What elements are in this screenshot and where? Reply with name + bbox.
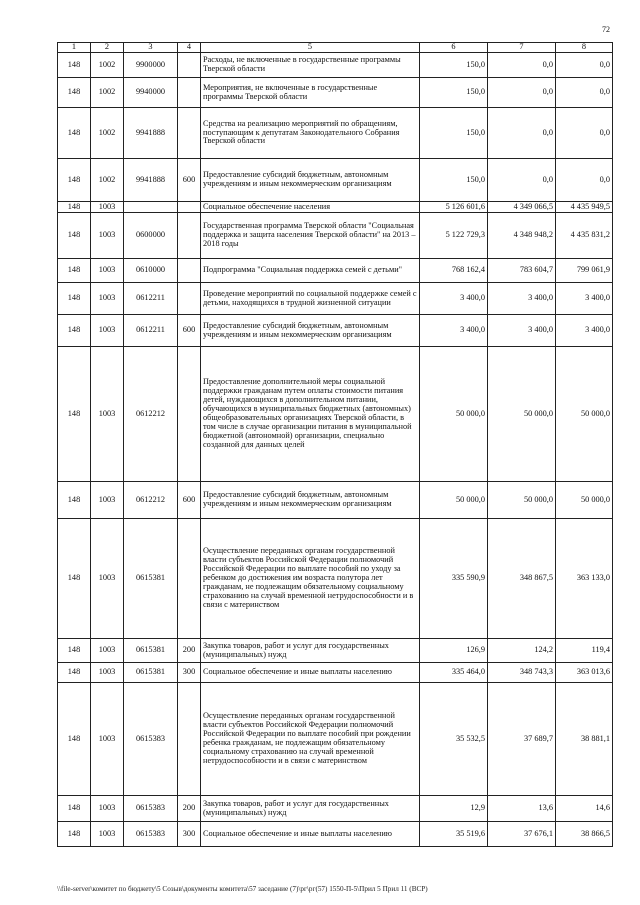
expense-type-cell: 600 bbox=[178, 482, 201, 519]
target-article-cell: 0615383 bbox=[124, 822, 178, 847]
file-path-footer: \\file-server\комитет по бюджету\5 Созыв\документы комитета\57 заседание (7)\рг\рг(57) 1550-П-5\Прил 5 Прил 11 (ВСР) bbox=[57, 885, 428, 893]
amount-2014-cell: 50 000,0 bbox=[420, 347, 488, 482]
table-row bbox=[58, 482, 613, 519]
target-article-cell: 0612212 bbox=[124, 347, 178, 482]
table-row bbox=[58, 213, 613, 259]
header-cell: 8 bbox=[556, 43, 613, 53]
amount-2014-cell: 12,9 bbox=[420, 796, 488, 822]
amount-2016-cell: 14,6 bbox=[556, 796, 613, 822]
section-code-cell: 1002 bbox=[91, 78, 124, 108]
section-code-cell: 1003 bbox=[91, 259, 124, 283]
item-name-cell: Осуществление переданных органам государственной власти субъектов Российской Федерации полномочий Российской Федерации по выплате пособий при рождении ребенка гражданам, не подлежащим обязательному социальному страхованию на случай временной нетрудоспособности и в связи с материнством bbox=[201, 683, 420, 796]
item-name-cell: Предоставление субсидий бюджетным, автономным учреждениям и иным некоммерческим организациям bbox=[201, 482, 420, 519]
item-name-cell: Социальное обеспечение и иные выплаты населению bbox=[201, 822, 420, 847]
amount-2016-cell: 38 881,1 bbox=[556, 683, 613, 796]
item-name-cell: Закупка товаров, работ и услуг для государственных (муниципальных) нужд bbox=[201, 796, 420, 822]
table-row bbox=[58, 663, 613, 683]
table-row bbox=[58, 259, 613, 283]
section-code-cell: 1003 bbox=[91, 639, 124, 663]
amount-2014-cell: 768 162,4 bbox=[420, 259, 488, 283]
amount-2015-cell: 0,0 bbox=[488, 78, 556, 108]
amount-2015-cell: 37 689,7 bbox=[488, 683, 556, 796]
amount-2015-cell: 0,0 bbox=[488, 53, 556, 78]
section-code-cell: 1003 bbox=[91, 796, 124, 822]
section-code-cell: 1003 bbox=[91, 683, 124, 796]
target-article-cell: 0615381 bbox=[124, 639, 178, 663]
admin-code-cell: 148 bbox=[58, 202, 91, 213]
table-row bbox=[58, 315, 613, 347]
amount-2016-cell: 38 866,5 bbox=[556, 822, 613, 847]
target-article-cell: 0600000 bbox=[124, 213, 178, 259]
expense-type-cell bbox=[178, 202, 201, 213]
expense-type-cell bbox=[178, 78, 201, 108]
admin-code-cell: 148 bbox=[58, 315, 91, 347]
header-row bbox=[58, 43, 613, 53]
expense-type-cell bbox=[178, 259, 201, 283]
target-article-cell: 0612212 bbox=[124, 482, 178, 519]
header-cell: 4 bbox=[178, 43, 201, 53]
section-code-cell: 1003 bbox=[91, 202, 124, 213]
admin-code-cell: 148 bbox=[58, 108, 91, 159]
amount-2014-cell: 150,0 bbox=[420, 53, 488, 78]
admin-code-cell: 148 bbox=[58, 53, 91, 78]
section-code-cell: 1003 bbox=[91, 213, 124, 259]
section-code-cell: 1003 bbox=[91, 519, 124, 639]
amount-2014-cell: 126,9 bbox=[420, 639, 488, 663]
amount-2014-cell: 3 400,0 bbox=[420, 315, 488, 347]
item-name-cell: Закупка товаров, работ и услуг для государственных (муниципальных) нужд bbox=[201, 639, 420, 663]
table-row bbox=[58, 202, 613, 213]
amount-2015-cell: 348 743,3 bbox=[488, 663, 556, 683]
header-cell: 7 bbox=[488, 43, 556, 53]
target-article-cell: 0610000 bbox=[124, 259, 178, 283]
amount-2015-cell: 50 000,0 bbox=[488, 482, 556, 519]
amount-2014-cell: 35 519,6 bbox=[420, 822, 488, 847]
header-cell: 2 bbox=[91, 43, 124, 53]
admin-code-cell: 148 bbox=[58, 482, 91, 519]
admin-code-cell: 148 bbox=[58, 78, 91, 108]
amount-2014-cell: 150,0 bbox=[420, 159, 488, 202]
admin-code-cell: 148 bbox=[58, 213, 91, 259]
amount-2014-cell: 35 532,5 bbox=[420, 683, 488, 796]
amount-2015-cell: 3 400,0 bbox=[488, 315, 556, 347]
item-name-cell: Проведение мероприятий по социальной поддержке семей с детьми, находящихся в трудной жизненной ситуации bbox=[201, 283, 420, 315]
table-row bbox=[58, 347, 613, 482]
item-name-cell: Предоставление субсидий бюджетным, автономным учреждениям и иным некоммерческим организациям bbox=[201, 159, 420, 202]
table-row bbox=[58, 283, 613, 315]
section-code-cell: 1002 bbox=[91, 159, 124, 202]
page-number: 72 bbox=[602, 25, 610, 34]
amount-2014-cell: 150,0 bbox=[420, 78, 488, 108]
amount-2016-cell: 799 061,9 bbox=[556, 259, 613, 283]
amount-2016-cell: 0,0 bbox=[556, 159, 613, 202]
target-article-cell: 0615383 bbox=[124, 683, 178, 796]
amount-2016-cell: 0,0 bbox=[556, 78, 613, 108]
item-name-cell: Предоставление субсидий бюджетным, автономным учреждениям и иным некоммерческим организациям bbox=[201, 315, 420, 347]
section-code-cell: 1002 bbox=[91, 108, 124, 159]
section-code-cell: 1002 bbox=[91, 53, 124, 78]
amount-2016-cell: 50 000,0 bbox=[556, 347, 613, 482]
admin-code-cell: 148 bbox=[58, 639, 91, 663]
header-cell: 6 bbox=[420, 43, 488, 53]
amount-2014-cell: 3 400,0 bbox=[420, 283, 488, 315]
section-code-cell: 1003 bbox=[91, 283, 124, 315]
table-row bbox=[58, 639, 613, 663]
amount-2016-cell: 363 133,0 bbox=[556, 519, 613, 639]
expense-type-cell: 200 bbox=[178, 796, 201, 822]
item-name-cell: Государственная программа Тверской области "Социальная поддержка и защита населения Тверской области" на 2013 – 2018 годы bbox=[201, 213, 420, 259]
amount-2015-cell: 4 348 948,2 bbox=[488, 213, 556, 259]
amount-2015-cell: 3 400,0 bbox=[488, 283, 556, 315]
expense-type-cell: 600 bbox=[178, 159, 201, 202]
target-article-cell: 0615381 bbox=[124, 519, 178, 639]
header-cell: 1 bbox=[58, 43, 91, 53]
expense-type-cell bbox=[178, 347, 201, 482]
amount-2016-cell: 4 435 949,5 bbox=[556, 202, 613, 213]
amount-2015-cell: 124,2 bbox=[488, 639, 556, 663]
target-article-cell: 0615381 bbox=[124, 663, 178, 683]
target-article-cell: 0615383 bbox=[124, 796, 178, 822]
expense-type-cell: 600 bbox=[178, 315, 201, 347]
target-article-cell: 0612211 bbox=[124, 283, 178, 315]
item-name-cell: Расходы, не включенные в государственные программы Тверской области bbox=[201, 53, 420, 78]
amount-2015-cell: 783 604,7 bbox=[488, 259, 556, 283]
amount-2015-cell: 0,0 bbox=[488, 108, 556, 159]
admin-code-cell: 148 bbox=[58, 259, 91, 283]
table-row bbox=[58, 159, 613, 202]
target-article-cell: 9941888 bbox=[124, 159, 178, 202]
item-name-cell: Предоставление дополнительной меры социальной поддержки гражданам путем оплаты стоимости питания детей, нуждающихся в дополнительном питании, обучающихся в муниципальных бюджетных (автономных) общеобразовательных организациях Тверской области, в том числе в случае организации питания в муниципальной бюджетной (автономной) организации, специально созданной для данных целей bbox=[201, 347, 420, 482]
table-row bbox=[58, 683, 613, 796]
table-row bbox=[58, 78, 613, 108]
amount-2015-cell: 348 867,5 bbox=[488, 519, 556, 639]
expense-type-cell bbox=[178, 683, 201, 796]
admin-code-cell: 148 bbox=[58, 683, 91, 796]
expense-type-cell: 300 bbox=[178, 822, 201, 847]
item-name-cell: Социальное обеспечение населения bbox=[201, 202, 420, 213]
section-code-cell: 1003 bbox=[91, 482, 124, 519]
target-article-cell bbox=[124, 202, 178, 213]
amount-2014-cell: 5 126 601,6 bbox=[420, 202, 488, 213]
target-article-cell: 0612211 bbox=[124, 315, 178, 347]
header-cell: 5 bbox=[201, 43, 420, 53]
admin-code-cell: 148 bbox=[58, 796, 91, 822]
amount-2016-cell: 3 400,0 bbox=[556, 283, 613, 315]
section-code-cell: 1003 bbox=[91, 663, 124, 683]
expense-type-cell bbox=[178, 53, 201, 78]
admin-code-cell: 148 bbox=[58, 663, 91, 683]
section-code-cell: 1003 bbox=[91, 315, 124, 347]
item-name-cell: Социальное обеспечение и иные выплаты населению bbox=[201, 663, 420, 683]
admin-code-cell: 148 bbox=[58, 347, 91, 482]
amount-2016-cell: 4 435 831,2 bbox=[556, 213, 613, 259]
expense-type-cell bbox=[178, 283, 201, 315]
admin-code-cell: 148 bbox=[58, 283, 91, 315]
expense-type-cell bbox=[178, 213, 201, 259]
item-name-cell: Подпрограмма "Социальная поддержка семей с детьми" bbox=[201, 259, 420, 283]
amount-2014-cell: 150,0 bbox=[420, 108, 488, 159]
target-article-cell: 9941888 bbox=[124, 108, 178, 159]
amount-2016-cell: 363 013,6 bbox=[556, 663, 613, 683]
amount-2015-cell: 37 676,1 bbox=[488, 822, 556, 847]
amount-2015-cell: 4 349 066,5 bbox=[488, 202, 556, 213]
admin-code-cell: 148 bbox=[58, 519, 91, 639]
amount-2015-cell: 50 000,0 bbox=[488, 347, 556, 482]
item-name-cell: Средства на реализацию мероприятий по обращениям, поступающим к депутатам Законодательного Собрания Тверской области bbox=[201, 108, 420, 159]
amount-2014-cell: 335 590,9 bbox=[420, 519, 488, 639]
section-code-cell: 1003 bbox=[91, 822, 124, 847]
table-row bbox=[58, 796, 613, 822]
amount-2016-cell: 119,4 bbox=[556, 639, 613, 663]
amount-2015-cell: 0,0 bbox=[488, 159, 556, 202]
amount-2016-cell: 0,0 bbox=[556, 108, 613, 159]
header-cell: 3 bbox=[124, 43, 178, 53]
amount-2015-cell: 13,6 bbox=[488, 796, 556, 822]
amount-2014-cell: 5 122 729,3 bbox=[420, 213, 488, 259]
target-article-cell: 9940000 bbox=[124, 78, 178, 108]
item-name-cell: Осуществление переданных органам государственной власти субъектов Российской Федерации полномочий Российской Федерации по выплате пособий по уходу за ребенком до достижения им возраста полутора лет гражданам, не подлежащим обязательному социальному страхованию на случай временной нетрудоспособности и в связи с материнством bbox=[201, 519, 420, 639]
amount-2016-cell: 3 400,0 bbox=[556, 315, 613, 347]
expense-type-cell: 200 bbox=[178, 639, 201, 663]
section-code-cell: 1003 bbox=[91, 347, 124, 482]
amount-2016-cell: 50 000,0 bbox=[556, 482, 613, 519]
expense-type-cell bbox=[178, 519, 201, 639]
admin-code-cell: 148 bbox=[58, 822, 91, 847]
amount-2014-cell: 335 464,0 bbox=[420, 663, 488, 683]
target-article-cell: 9900000 bbox=[124, 53, 178, 78]
table-row bbox=[58, 53, 613, 78]
table-row bbox=[58, 108, 613, 159]
table-row bbox=[58, 822, 613, 847]
amount-2014-cell: 50 000,0 bbox=[420, 482, 488, 519]
budget-table bbox=[57, 42, 613, 847]
table-row bbox=[58, 519, 613, 639]
expense-type-cell: 300 bbox=[178, 663, 201, 683]
expense-type-cell bbox=[178, 108, 201, 159]
amount-2016-cell: 0,0 bbox=[556, 53, 613, 78]
admin-code-cell: 148 bbox=[58, 159, 91, 202]
item-name-cell: Мероприятия, не включенные в государственные программы Тверской области bbox=[201, 78, 420, 108]
